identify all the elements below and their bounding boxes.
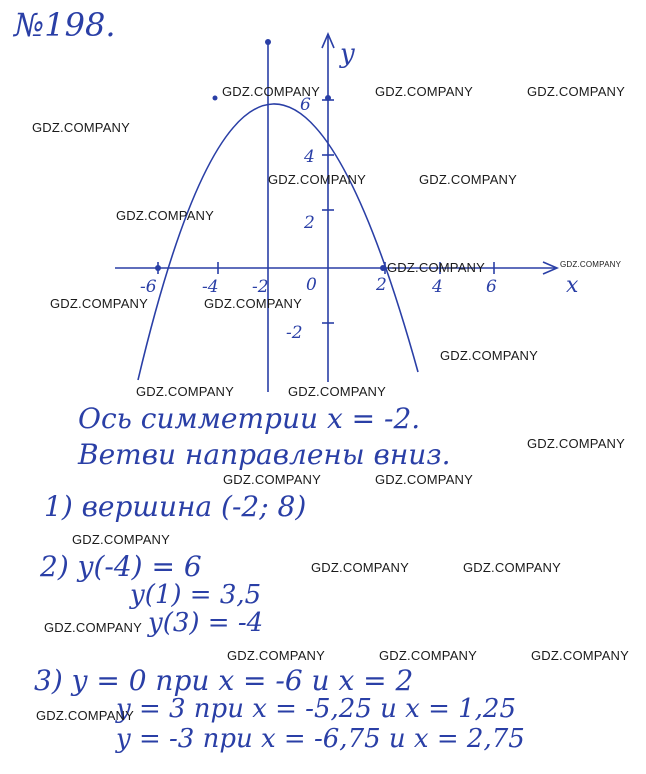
watermark: GDZ.COMPANY xyxy=(36,708,135,723)
watermark: GDZ.COMPANY xyxy=(387,260,486,275)
watermark: GDZ.COMPANY xyxy=(419,172,518,187)
y-tick-label: 2 xyxy=(304,213,315,233)
watermark: GDZ.COMPANY xyxy=(227,648,326,663)
watermark: GDZ.COMPANY xyxy=(527,436,626,451)
root-minus6 xyxy=(155,265,161,271)
item1-vertex: 1) вершина (-2; 8) xyxy=(44,490,307,523)
parabola-curve xyxy=(138,104,418,380)
watermark: GDZ.COMPANY xyxy=(288,384,387,399)
branches-line: Ветви направлены вниз. xyxy=(78,438,451,471)
x-tick-label: -2 xyxy=(252,277,269,297)
watermark: GDZ.COMPANY xyxy=(116,208,215,223)
watermark: GDZ.COMPANY xyxy=(32,120,131,135)
x-tick-label: 4 xyxy=(432,277,443,297)
watermark: GDZ.COMPANY xyxy=(72,532,171,547)
y-axis-label: y xyxy=(340,39,355,69)
point-minus4-6 xyxy=(213,96,218,101)
y-tick-label: 6 xyxy=(300,95,311,115)
watermark: GDZ.COMPANY xyxy=(136,384,235,399)
x-axis-label: x xyxy=(566,273,579,298)
watermark: GDZ.COMPANY xyxy=(223,472,322,487)
y-tick-label: 4 xyxy=(304,147,315,167)
watermark: GDZ.COMPANY xyxy=(204,296,303,311)
watermark: GDZ.COMPANY xyxy=(379,648,478,663)
vertex-point xyxy=(265,39,271,45)
x-tick-label: 6 xyxy=(486,277,497,297)
watermark: GDZ.COMPANY xyxy=(268,172,367,187)
x-tick-label: 0 xyxy=(306,275,317,295)
item3-line-c: y = -3 при x = -6,75 и x = 2,75 xyxy=(116,724,525,754)
axis-symmetry-line: Ось симметрии x = -2. xyxy=(78,402,421,435)
item3-line-a: 3) y = 0 при x = -6 и x = 2 xyxy=(34,664,414,697)
item2-line-c: y(3) = -4 xyxy=(148,608,264,638)
watermark: GDZ.COMPANY xyxy=(50,296,149,311)
x-tick-label: -4 xyxy=(202,277,219,297)
y-tick-label: -2 xyxy=(286,323,303,343)
watermark: GDZ.COMPANY xyxy=(440,348,539,363)
root-2 xyxy=(380,265,386,271)
item2-line-b: y(1) = 3,5 xyxy=(130,580,262,610)
problem-number: №198. xyxy=(14,6,116,44)
watermark: GDZ.COMPANY xyxy=(531,648,630,663)
item3-line-b: y = 3 при x = -5,25 и x = 1,25 xyxy=(116,694,517,724)
x-tick-label: 2 xyxy=(376,275,387,295)
point-0-6 xyxy=(325,95,331,101)
watermark: GDZ.COMPANY xyxy=(560,260,622,269)
watermark: GDZ.COMPANY xyxy=(527,84,626,99)
watermark: GDZ.COMPANY xyxy=(375,472,474,487)
watermark: GDZ.COMPANY xyxy=(463,560,562,575)
watermark: GDZ.COMPANY xyxy=(375,84,474,99)
watermark: GDZ.COMPANY xyxy=(222,84,321,99)
item2-line-a: 2) y(-4) = 6 xyxy=(40,550,202,583)
watermark: GDZ.COMPANY xyxy=(44,620,143,635)
watermark: GDZ.COMPANY xyxy=(311,560,410,575)
graph-points xyxy=(155,39,386,271)
x-tick-label: -6 xyxy=(140,277,157,297)
